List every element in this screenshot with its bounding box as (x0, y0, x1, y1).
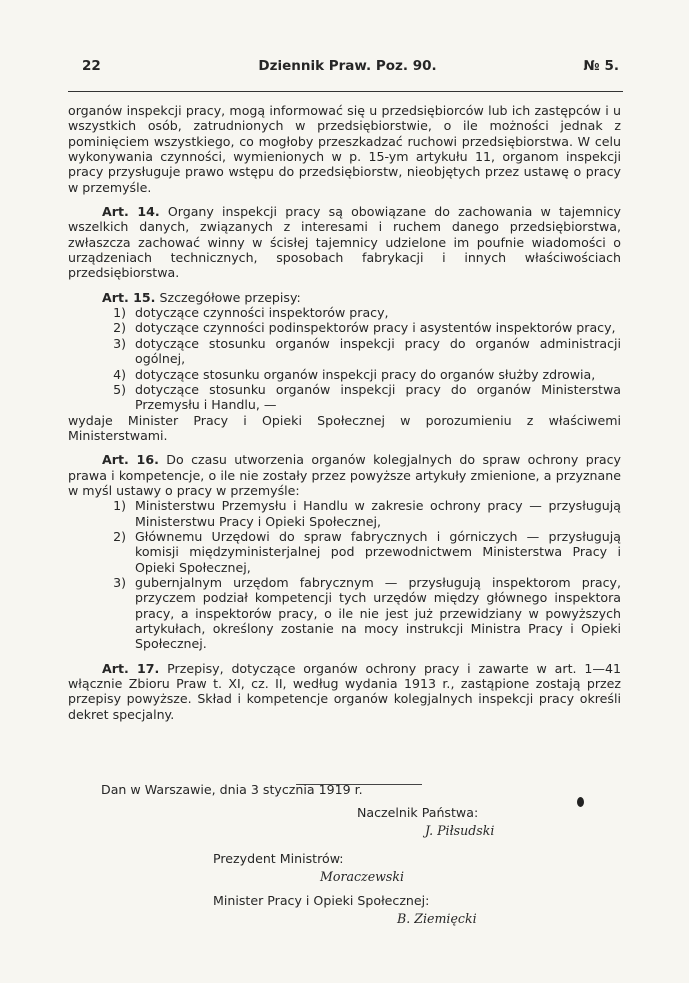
paragraph-continuation: organów inspekcji pracy, mogą informować się u przedsiębiorców lub ich zastępców i u wszystkich osób, zatrudnionych w przedsiębiorstwie, o ile możności jednak z pominięciem wszystkiego, co mogłoby przeszkadzać ruchowi przedsiębiorstwa. W celu wykonywania czynności, wymienionych w p. 15-ym artykułu 11, organom inspekcji pracy przysługuje prawo wstępu do przedsiębiorstw, nieobjętych przez ustawę o pracy w przemyśle. (68, 103, 621, 195)
journal-title: Dziennik Praw. Poz. 90. (258, 58, 437, 74)
article-15-text: Szczegółowe przepisy: (159, 289, 301, 305)
article-15 (68, 290, 621, 305)
page-header (76, 58, 619, 82)
article-16-text: Do czasu utworzenia organów kolegjalnych do spraw ochrony pracy prawa i kompetencje, o ile nie zostały przez powyższe artykuły zmienione, a przyznane w myśl ustawy o pracy w przemyśle: (68, 452, 621, 498)
ink-blot (577, 797, 584, 807)
article-14-label: Art. 14. (102, 204, 160, 220)
article-17-label: Art. 17. (102, 660, 160, 676)
article-17-text: Przepisy, dotyczące organów ochrony pracy i zawarte w art. 1—41 włącznie Zbioru Praw t. XI, cz. II, według wydania 1913 r., zastąpione zostają przez przepisy powyższe. Skład i kompetencje organów kolegjalnych inspekcji pracy określi dekret specjalny. (68, 660, 621, 722)
header-rule (68, 91, 623, 92)
list-item: 3) gubernjalnym urzędom fabrycznym — przysługują inspektorom pracy, przyczem podział kompetencji tych urzędów między głównego inspektora pracy, a inspektorów pracy, o ile nie jest już przewidziany w powyższych artykułach, określony zostanie na mocy instrukcji Ministra Pracy i Opieki Społecznej. (113, 574, 621, 652)
article-14 (68, 204, 621, 281)
article-17 (68, 661, 621, 722)
minister-title: Minister Pracy i Opieki Społecznej: (213, 893, 430, 908)
list-item: 3) dotyczące stosunku organów inspekcji pracy do organów administracji ogólnej, (113, 335, 621, 367)
article-16-label: Art. 16. (102, 452, 159, 468)
list-item: 2) dotyczące czynności podinspektorów pracy i asystentów inspektorów pracy, (113, 320, 616, 336)
list-item: 2) Głównemu Urzędowi do spraw fabrycznych i górniczych — przysługują komisji międzyministerjalnej pod przewodnictwem Ministerstwa Pracy i Opieki Społecznej, (113, 528, 621, 575)
article-16 (68, 452, 621, 498)
prime-minister-signature: Moraczewski (320, 869, 405, 884)
head-of-state-signature: J. Piłsudski (425, 823, 495, 838)
prime-minister-title: Prezydent Ministrów: (213, 851, 344, 866)
page-number: 22 (82, 58, 101, 74)
article-16-list (68, 498, 621, 651)
list-item: 1) dotyczące czynności inspektorów pracy, (113, 305, 389, 321)
article-15-label: Art. 15. (102, 289, 156, 305)
list-item: 5) dotyczące stosunku organów inspekcji pracy do organów Ministerstwa Przemysłu i Handlu, — (113, 381, 621, 413)
article-14-text: Organy inspekcji pracy są obowiązane do zachowania w tajemnicy wszelkich danych, związanych z interesami i ruchem danego przedsiębiorstwa, zwłaszcza zachować winny w ścisłej tajemnicy udzielone im poufnie wiadomości o urządzeniach technicznych, sposobach fabrykacji i innych właściwościach przedsiębiorstwa. (68, 204, 621, 281)
list-item: 1) Ministerstwu Przemysłu i Handlu w zakresie ochrony pracy — przysługują Ministerstwu Pracy i Opieki Społecznej, (113, 498, 621, 529)
article-15-list (68, 305, 621, 412)
article-15-closing: wydaje Minister Pracy i Opieki Społecznej w porozumieniu z właściwemi Ministerstwami. (68, 412, 621, 443)
list-item: 4) dotyczące stosunku organów inspekcji pracy do organów służby zdrowia, (113, 366, 596, 382)
minister-signature: B. Ziemięcki (397, 911, 477, 926)
document-body (68, 103, 621, 722)
date-line: Dan w Warszawie, dnia 3 stycznia 1919 r. (101, 782, 363, 797)
issue-number: № 5. (583, 58, 619, 74)
head-of-state-title: Naczelnik Państwa: (357, 805, 479, 820)
